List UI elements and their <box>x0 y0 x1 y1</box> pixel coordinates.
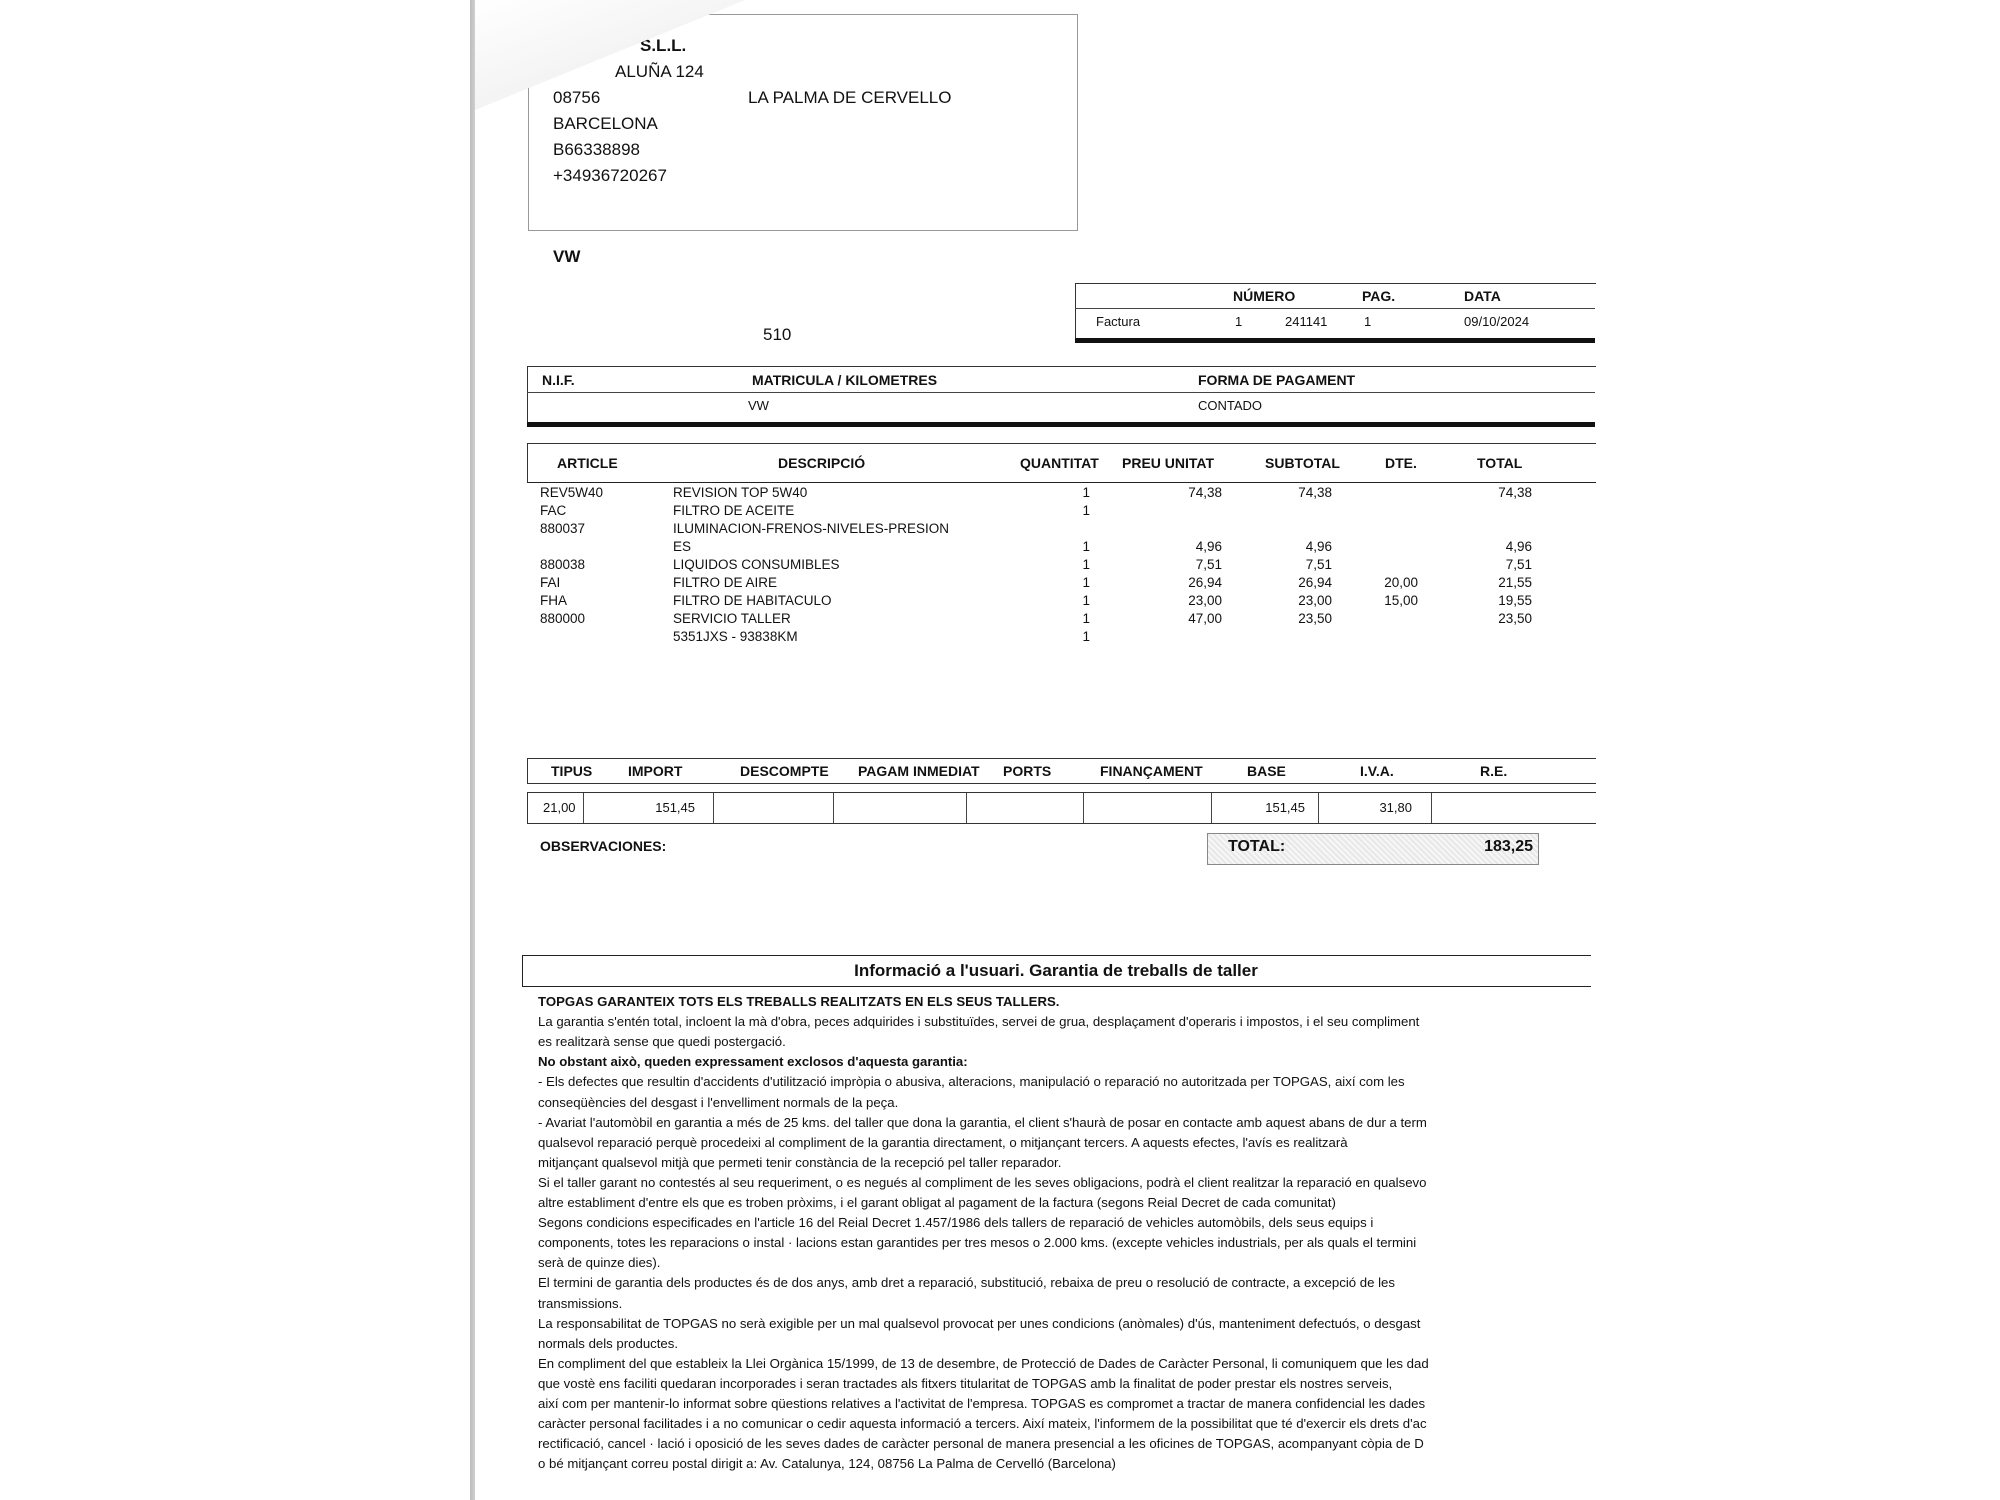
item-description: ES <box>673 539 692 554</box>
warranty-line: caràcter personal facilitades i a no comunicar o cedir aquesta informació a tercers. Així mateix, l'informem de la possibilitat que té d'exercir els drets d'ac <box>538 1416 1427 1432</box>
warranty-line: qualsevol reparació perquè procedeixi al compliment de la garantia directament, o mitjançant tercers. A aquests efectes, l'avís es realitzarà <box>538 1134 1348 1150</box>
warranty-line: conseqüències del desgast i l'envelliment normals de la peça. <box>538 1094 899 1110</box>
item-subtotal: 23,50 <box>1298 611 1332 626</box>
company-street: ALUÑA 124 <box>615 62 704 81</box>
company-phone: +34936720267 <box>553 166 667 185</box>
sum-col-financing: FINANÇAMENT <box>1100 763 1203 779</box>
warranty-line: o bé mitjançant correu postal dirigit a: Av. Catalunya, 124, 08756 La Palma de Cervelló (Barcelona) <box>538 1456 1116 1472</box>
doc-header-divider <box>1075 308 1595 309</box>
warranty-line: La garantia s'entén total, incloent la mà d'obra, peces adquirides i substituïdes, servei de grua, desplaçament d'operaris i impostos, i el seu compliment <box>538 1014 1420 1030</box>
col-subtotal: SUBTOTAL <box>1265 455 1340 471</box>
item-article: 880000 <box>540 611 586 626</box>
item-subtotal: 7,51 <box>1305 557 1332 572</box>
nif-label: N.I.F. <box>542 372 575 388</box>
item-unit-price: 74,38 <box>1188 485 1222 500</box>
item-qty: 1 <box>1082 503 1090 518</box>
item-discount: 20,00 <box>1384 575 1418 590</box>
sum-base: 151,45 <box>1265 800 1305 815</box>
item-description: ILUMINACION-FRENOS-NIVELES-PRESION <box>673 521 950 536</box>
item-total: 19,55 <box>1498 593 1532 608</box>
item-qty: 1 <box>1082 593 1090 608</box>
sum-col-ports: PORTS <box>1003 763 1052 779</box>
col-qty: QUANTITAT <box>1020 455 1099 471</box>
warranty-line: La responsabilitat de TOPGAS no serà exigible per un mal qualsevol provocat per unes condicions (anòmales) d'ús, manteniment defectuós, o desgast <box>538 1315 1421 1331</box>
warranty-line: transmissions. <box>538 1295 623 1311</box>
item-subtotal: 23,00 <box>1298 593 1332 608</box>
sum-col-vat: I.V.A. <box>1360 763 1394 779</box>
item-discount: 15,00 <box>1384 593 1418 608</box>
doc-header-box <box>1075 283 1596 340</box>
payment-value: CONTADO <box>1198 398 1263 413</box>
item-description: LIQUIDOS CONSUMIBLES <box>673 557 840 572</box>
item-article: FAC <box>540 503 567 518</box>
item-unit-price: 4,96 <box>1195 539 1222 554</box>
warranty-line: No obstant això, queden expressament exclosos d'aquesta garantia: <box>538 1054 968 1070</box>
warranty-line: es realitzarà sense que quedi postergació. <box>538 1034 786 1050</box>
warranty-line: Segons condicions especificades en l'article 16 del Reial Decret 1.457/1986 dels tallers de reparació de vehicles automòbils, dels seus equips i <box>538 1215 1374 1231</box>
sum-col-type: TIPUS <box>551 763 593 779</box>
sum-cell-divider <box>1083 793 1084 823</box>
item-article: 880038 <box>540 557 586 572</box>
sum-col-re: R.E. <box>1480 763 1508 779</box>
sum-col-base: BASE <box>1247 763 1286 779</box>
total-value: 183,25 <box>1484 838 1533 855</box>
item-description: REVISION TOP 5W40 <box>673 485 808 500</box>
warranty-title: Informació a l'usuari. Garantia de treballs de taller <box>854 961 1258 980</box>
doc-header-bar <box>1075 338 1595 343</box>
doc-type: Factura <box>1096 314 1141 329</box>
item-unit-price: 7,51 <box>1195 557 1222 572</box>
sum-cell-divider <box>713 793 714 823</box>
item-qty: 1 <box>1082 557 1090 572</box>
item-description: FILTRO DE HABITACULO <box>673 593 832 608</box>
warranty-line: mitjançant qualsevol mitjà que permeti tenir constància de la recepció pel taller reparador. <box>538 1154 1062 1170</box>
col-total: TOTAL <box>1477 455 1523 471</box>
doc-page: 1 <box>1364 314 1372 329</box>
warranty-line: - Els defectes que resultin d'accidents d'utilització impròpia o abusiva, alteracions, manipulació o reparació no autoritzada per TOPGAS, així com les <box>538 1074 1405 1090</box>
item-description: FILTRO DE ACEITE <box>673 503 795 518</box>
warranty-line: - Avariat l'automòbil en garantia a més de 25 kms. del taller que dona la garantia, el client s'haurà de posar en contacte amb aquest abans de dur a term <box>538 1114 1427 1130</box>
sum-cell-divider <box>1431 793 1432 823</box>
warranty-line: components, totes les reparacions o instal · lacions estan garantides per tres mesos o 2.000 kms. (excepte vehicles industrials, per als quals el termini <box>538 1235 1417 1251</box>
sum-cell-divider <box>1318 793 1319 823</box>
item-description: 5351JXS - 93838KM <box>673 629 798 644</box>
company-nif: B66338898 <box>553 140 640 159</box>
col-unit-price: PREU UNITAT <box>1122 455 1215 471</box>
item-total: 4,96 <box>1505 539 1532 554</box>
item-qty: 1 <box>1082 611 1090 626</box>
company-postcode: 08756 <box>553 88 601 107</box>
warranty-line: El termini de garantia dels productes és de dos anys, amb dret a reparació, substitució, rebaixa de preu o resolució de contracte, a excepció de les <box>538 1275 1395 1291</box>
item-qty: 1 <box>1082 539 1090 554</box>
observations-label: OBSERVACIONES: <box>540 838 667 854</box>
payment-label: FORMA DE PAGAMENT <box>1198 372 1356 388</box>
item-subtotal: 4,96 <box>1305 539 1332 554</box>
total-label: TOTAL: <box>1228 838 1286 855</box>
col-description: DESCRIPCIÓ <box>778 455 866 471</box>
item-total: 7,51 <box>1505 557 1532 572</box>
warranty-line: altre establiment d'entre els que es troben pròxims, i el garant obligat al pagament de la factura (segons Reial Decret de cada comunitat) <box>538 1195 1336 1210</box>
doc-number: 241141 <box>1285 314 1328 329</box>
sum-col-immediate: PAGAM INMEDIAT <box>858 763 980 779</box>
item-qty: 1 <box>1082 629 1090 644</box>
sum-vat: 31,80 <box>1379 800 1412 815</box>
sum-type: 21,00 <box>543 800 576 815</box>
item-description: SERVICIO TALLER <box>673 611 791 626</box>
item-description: FILTRO DE AIRE <box>673 575 778 590</box>
company-name: S.L.L. <box>640 36 687 55</box>
sum-amount: 151,45 <box>655 800 695 815</box>
warranty-line: rectificació, cancel · lació i oposició de les seves dades de caràcter personal de manera presencial a les oficines de TOPGAS, acompanyant còpia de D <box>538 1436 1424 1452</box>
item-article: FHA <box>540 593 567 608</box>
info-row-box <box>527 366 1596 423</box>
item-total: 74,38 <box>1498 485 1532 500</box>
summary-header-box <box>527 758 1596 784</box>
company-province: BARCELONA <box>553 114 658 133</box>
item-total: 21,55 <box>1498 575 1532 590</box>
item-article: REV5W40 <box>540 485 604 500</box>
item-article: 880037 <box>540 521 586 536</box>
item-qty: 1 <box>1082 485 1090 500</box>
sum-cell-divider <box>1211 793 1212 823</box>
item-qty: 1 <box>1082 575 1090 590</box>
warranty-line: així com per mantenir-lo informat sobre qüestions relatives a l'activitat de l'empresa. TOPGAS es compromet a tractar de manera confidencial les dades <box>538 1396 1426 1411</box>
item-unit-price: 47,00 <box>1188 611 1222 626</box>
info-row-bar <box>527 422 1595 427</box>
company-city: LA PALMA DE CERVELLO <box>748 88 952 107</box>
warranty-line: En compliment del que estableix la Llei Orgànica 15/1999, de 13 de desembre, de Protecció de Dades de Caràcter Personal, li comuniquem que les dad <box>538 1355 1429 1371</box>
plate-value: VW <box>748 398 769 413</box>
item-total: 23,50 <box>1498 611 1532 626</box>
plate-label: MATRICULA / KILOMETRES <box>752 372 938 388</box>
sum-cell-divider <box>583 793 584 823</box>
col-discount: DTE. <box>1385 455 1417 471</box>
doc-date: 09/10/2024 <box>1464 314 1530 329</box>
warranty-line: Si el taller garant no contestés al seu requeriment, o es negués al compliment de les seves obligacions, podrà el client realitzar la reparació en qualsevo <box>538 1174 1427 1190</box>
item-unit-price: 26,94 <box>1188 575 1222 590</box>
warranty-line: que vostè ens faciliti quedaran incorporades i seran tractades als fitxers titularitat de TOPGAS amb la finalitat de poder prestar els nostres serveis, <box>538 1375 1393 1391</box>
sum-cell-divider <box>833 793 834 823</box>
item-subtotal: 74,38 <box>1298 485 1332 500</box>
item-subtotal: 26,94 <box>1298 575 1332 590</box>
warranty-line: TOPGAS GARANTEIX TOTS ELS TREBALLS REALITZATS EN ELS SEUS TALLERS. <box>538 994 1060 1009</box>
col-article: ARTICLE <box>557 455 618 471</box>
warranty-line: serà de quinze dies). <box>538 1255 661 1271</box>
warranty-line: normals dels productes. <box>538 1335 679 1351</box>
doc-date-label: DATA <box>1464 288 1501 304</box>
item-unit-price: 23,00 <box>1188 593 1222 608</box>
sum-cell-divider <box>966 793 967 823</box>
item-article: FAI <box>540 575 561 590</box>
client-name: VW <box>553 247 581 266</box>
doc-number-label: NÚMERO <box>1233 288 1296 304</box>
client-code: 510 <box>763 325 792 344</box>
sum-col-discount: DESCOMPTE <box>740 763 829 779</box>
sum-col-amount: IMPORT <box>628 763 683 779</box>
info-row-divider <box>527 392 1595 393</box>
doc-series: 1 <box>1235 314 1243 329</box>
doc-page-label: PAG. <box>1362 288 1396 304</box>
